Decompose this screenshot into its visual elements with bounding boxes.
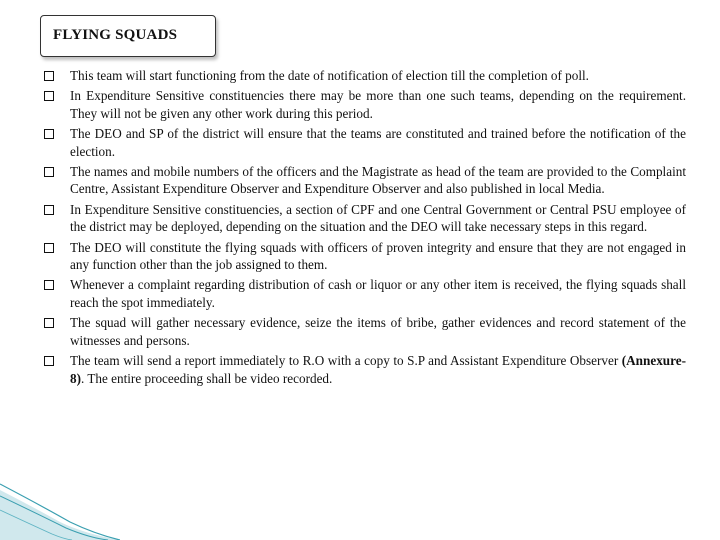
bullet-text: The names and mobile numbers of the officers and the Magistrate as head of the team are provided to the Complaint Centre, Assistant Expenditure Observer and Expenditure Observer and also published in local Media.	[70, 164, 686, 197]
list-item	[44, 163, 686, 198]
swoosh-light	[0, 490, 120, 540]
list-item	[44, 67, 686, 84]
list-item	[44, 201, 686, 236]
bullet-text-before: The team will send a report immediately to R.O with a copy to S.P and Assistant Expenditure Observer	[70, 353, 622, 369]
checkbox-bullet-icon	[44, 356, 54, 366]
slide-title: FLYING SQUADS	[53, 27, 178, 43]
list-item	[44, 239, 686, 274]
bullet-text: In Expenditure Sensitive constituencies there may be more than one such teams, depending on the requirement. They will not be given any other work during this period.	[70, 88, 686, 121]
checkbox-bullet-icon	[44, 167, 54, 177]
title-box	[40, 15, 216, 57]
bullet-list	[44, 67, 686, 390]
checkbox-bullet-icon	[44, 91, 54, 101]
annexure-reference: (Annexure-8)	[70, 353, 686, 386]
list-item	[44, 314, 686, 349]
list-item	[44, 125, 686, 160]
bullet-text: The DEO will constitute the flying squads with officers of proven integrity and ensure that they are not engaged in any function other than the job assigned to them.	[70, 239, 686, 273]
corner-swoosh-decoration	[0, 450, 120, 540]
checkbox-bullet-icon	[44, 205, 54, 215]
list-item	[44, 276, 686, 311]
list-item	[44, 87, 686, 122]
bullet-text-after: . The entire proceeding shall be video recorded.	[81, 370, 333, 386]
list-item	[44, 352, 686, 387]
bullet-text: Whenever a complaint regarding distribution of cash or liquor or any other item is received, the flying squads shall reach the spot immediately.	[70, 277, 686, 310]
checkbox-bullet-icon	[44, 129, 54, 139]
bullet-text: The DEO and SP of the district will ensure that the teams are constituted and trained before the notification of the election.	[70, 126, 686, 159]
checkbox-bullet-icon	[44, 318, 54, 328]
checkbox-bullet-icon	[44, 71, 54, 81]
bullet-text: The squad will gather necessary evidence, seize the items of bribe, gather evidences and record statement of the witnesses and persons.	[70, 315, 686, 348]
checkbox-bullet-icon	[44, 243, 54, 253]
checkbox-bullet-icon	[44, 280, 54, 290]
bullet-text: In Expenditure Sensitive constituencies, a section of CPF and one Central Government or Central PSU employee of the district may be deployed, depending on the situation and the DEO will take necessary steps in this regard.	[70, 201, 686, 235]
bullet-text: This team will start functioning from the date of notification of election till the completion of poll.	[70, 68, 589, 83]
